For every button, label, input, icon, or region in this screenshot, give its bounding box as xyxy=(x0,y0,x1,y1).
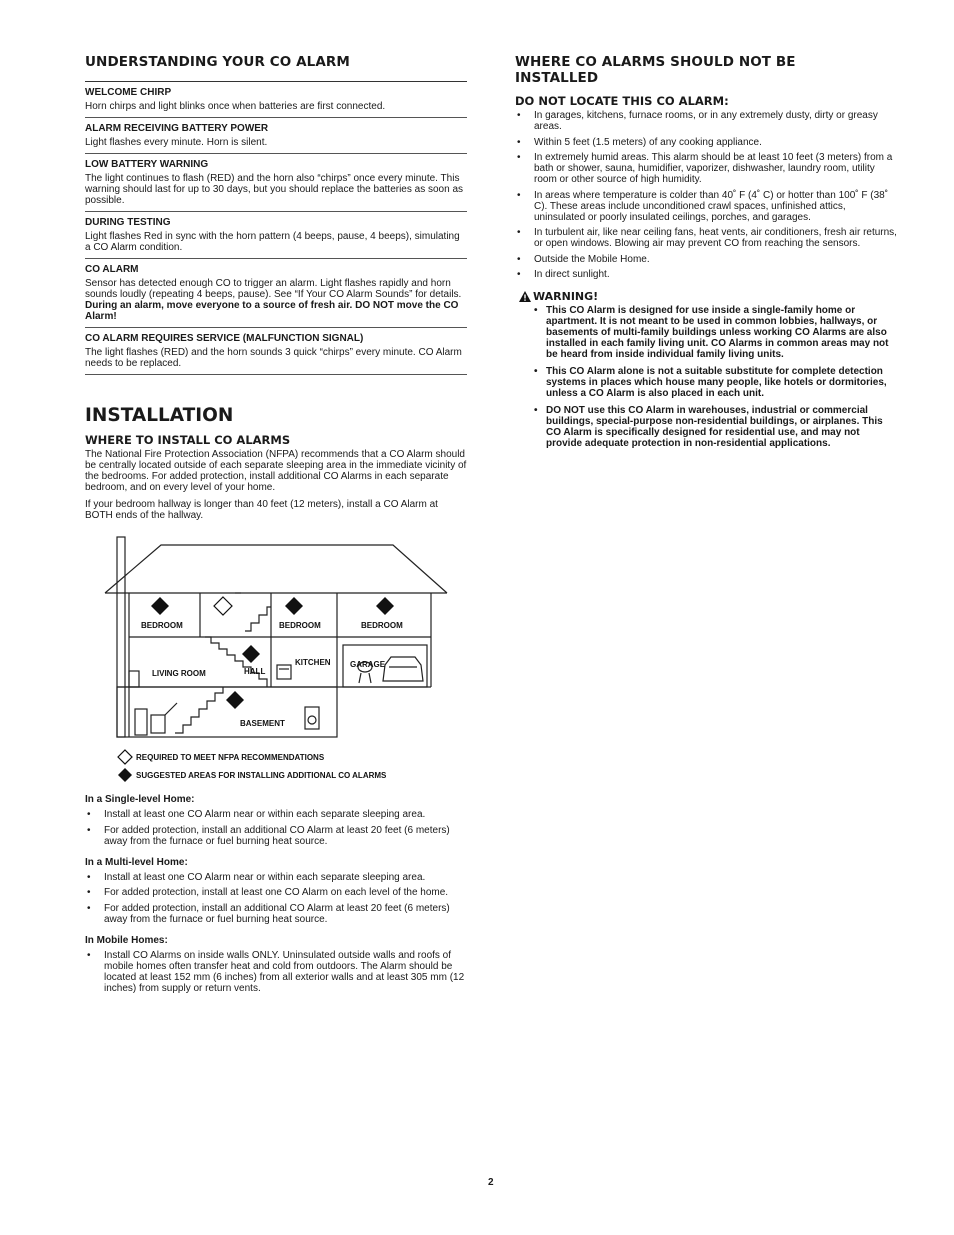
list-item: • In turbulent air, like near ceiling fans, heat vents, air conditioners, fresh air returns, or open windows. Blowing air may prevent CO from reaching the sensors. xyxy=(515,227,897,249)
legend-required-icon xyxy=(118,750,132,764)
alarm-signal-title: DURING TESTING xyxy=(85,217,171,228)
do-not-locate-list xyxy=(515,110,897,280)
alarm-signal-title: ALARM RECEIVING BATTERY POWER xyxy=(85,123,269,134)
room-hall: HALL xyxy=(244,667,266,676)
room-bedroom-3: BEDROOM xyxy=(361,621,403,630)
alarm-signal-entry xyxy=(85,82,467,118)
alarm-signal-title: CO ALARM REQUIRES SERVICE (MALFUNCTION SIGNAL) xyxy=(85,333,364,344)
warning-title: WARNING! xyxy=(533,290,599,303)
understanding-heading: UNDERSTANDING YOUR CO ALARM xyxy=(85,54,350,70)
alarm-signal-description xyxy=(85,137,467,148)
multi-level-list xyxy=(85,872,467,925)
page-number: 2 xyxy=(488,1177,494,1188)
left-column xyxy=(85,54,467,998)
multi-level-label: In a Multi-level Home: xyxy=(85,856,188,868)
bedroom3-alarm xyxy=(376,597,394,615)
room-garage: GARAGE xyxy=(350,660,386,669)
description-text: Sensor has detected enough CO to trigger an alarm. Light flashes rapidly and horn sounds loudly (repeating 4 beeps, pause). See “If Your CO Alarm Sounds” for details. xyxy=(85,278,462,300)
list-item: • For added protection, install at least one CO Alarm on each level of the home. xyxy=(85,887,467,898)
legend-suggested-icon xyxy=(118,768,132,782)
warning-list xyxy=(515,305,897,449)
alarm-signal-entry xyxy=(85,154,467,212)
description-text: The light continues to flash (RED) and the horn also “chirps” once every minute. This warning should last for up to 30 days, but you should replace the batteries as soon as possible. xyxy=(85,173,464,206)
list-item: • Install at least one CO Alarm near or within each separate sleeping area. xyxy=(85,809,467,820)
description-text: Light flashes Red in sync with the horn pattern (4 beeps, pause, 4 beeps), simulating a CO Alarm condition. xyxy=(85,231,460,253)
warning-item: • This CO Alarm alone is not a suitable substitute for complete detection systems in places which house many people, like hotels or dormitories, unless a CO Alarm is also placed in each unit. xyxy=(515,366,897,399)
alarm-signal-entry xyxy=(85,118,467,154)
alarm-signal-entry xyxy=(85,259,467,328)
alarm-signal-description xyxy=(85,278,467,322)
list-item: • For added protection, install an additional CO Alarm at least 20 feet (6 meters) away from the furnace or fuel burning heat source. xyxy=(85,903,467,925)
alarm-signals-list xyxy=(85,82,467,375)
mobile-label: In Mobile Homes: xyxy=(85,934,168,946)
list-item: • For added protection, install an additional CO Alarm at least 20 feet (6 meters) away from the furnace or fuel burning heat source. xyxy=(85,825,467,847)
not-installed-heading: WHERE CO ALARMS SHOULD NOT BE INSTALLED xyxy=(515,54,796,86)
alarm-signal-description xyxy=(85,231,467,253)
alarm-signal-title: WELCOME CHIRP xyxy=(85,87,172,98)
right-column xyxy=(515,54,897,455)
room-kitchen: KITCHEN xyxy=(295,658,331,667)
alarm-signal-entry xyxy=(85,328,467,375)
warning-item: • This CO Alarm is designed for use inside a single-family home or apartment. It is not meant to be used in common lobbies, hallways, or basements of multi-family buildings unless working CO Alarms are also installed in each family living unit. CO Alarms in common areas may not be heard from inside individual family living units. xyxy=(515,305,897,360)
legend-suggested: SUGGESTED AREAS FOR INSTALLING ADDITIONAL CO ALARMS xyxy=(136,771,387,780)
legend-required: REQUIRED TO MEET NFPA RECOMMENDATIONS xyxy=(136,753,325,762)
list-item: • Install at least one CO Alarm near or within each separate sleeping area. xyxy=(85,872,467,883)
warning-icon xyxy=(519,291,531,302)
where-install-heading: WHERE TO INSTALL CO ALARMS xyxy=(85,433,291,447)
room-bedroom-2: BEDROOM xyxy=(279,621,321,630)
room-bedroom-1: BEDROOM xyxy=(141,621,183,630)
room-living: LIVING ROOM xyxy=(152,669,206,678)
list-item: • In garages, kitchens, furnace rooms, or in any extremely dusty, dirty or greasy areas. xyxy=(515,110,897,132)
list-item: • In extremely humid areas. This alarm should be at least 10 feet (3 meters) from a bath or shower, sauna, humidifier, vaporizer, dishwasher, laundry room, utility room or other source of high humidity. xyxy=(515,152,897,185)
list-item: • In direct sunlight. xyxy=(515,269,897,280)
alarm-signal-description xyxy=(85,347,467,369)
required-alarm xyxy=(214,597,232,615)
warning-header xyxy=(519,290,897,303)
alarm-markers xyxy=(151,597,394,709)
hallway-paragraph: If your bedroom hallway is longer than 40 feet (12 meters), install a CO Alarm at BOTH ends of the hallway. xyxy=(85,499,438,521)
alarm-signal-entry xyxy=(85,212,467,259)
alarm-signal-title: LOW BATTERY WARNING xyxy=(85,159,209,170)
room-basement: BASEMENT xyxy=(240,719,285,728)
hall-alarm xyxy=(242,645,260,663)
basement-alarm xyxy=(226,691,244,709)
list-item: • Within 5 feet (1.5 meters) of any cooking appliance. xyxy=(515,137,897,148)
warning-item: • DO NOT use this CO Alarm in warehouses, industrial or commercial buildings, special-purpose non-residential buildings, or airplanes. This CO Alarm is specifically designed for residential use, and may not provide adequate protection in non-residential applications. xyxy=(515,405,897,449)
do-not-locate-heading: DO NOT LOCATE THIS CO ALARM: xyxy=(515,94,729,108)
single-level-label: In a Single-level Home: xyxy=(85,794,195,805)
single-level-list xyxy=(85,809,467,847)
mobile-list xyxy=(85,950,467,994)
list-item: • Outside the Mobile Home. xyxy=(515,254,897,265)
description-bold-text: During an alarm, move everyone to a source of fresh air. DO NOT move the CO Alarm! xyxy=(85,300,459,322)
bedroom1-alarm xyxy=(151,597,169,615)
bedroom2-alarm xyxy=(285,597,303,615)
list-item: • In areas where temperature is colder than 40˚ F (4˚ C) or hotter than 100˚ F (38˚ C). These areas include unconditioned crawl spaces, unfinished attics, uninsulated or poorly insulated ceilings, porches, and garages. xyxy=(515,190,897,223)
description-text: Light flashes every minute. Horn is silent. xyxy=(85,137,268,148)
alarm-signal-description xyxy=(85,101,467,112)
description-text: Horn chirps and light blinks once when batteries are first connected. xyxy=(85,101,386,112)
alarm-signal-description xyxy=(85,173,467,206)
alarm-signal-title: CO ALARM xyxy=(85,264,139,275)
description-text: The light flashes (RED) and the horn sounds 3 quick “chirps” every minute. CO Alarm needs to be replaced. xyxy=(85,347,462,369)
house-diagram xyxy=(85,527,467,782)
nfpa-paragraph: The National Fire Protection Association (NFPA) recommends that a CO Alarm should be centrally located outside of each separate sleeping area in the immediate vicinity of the bedrooms. For added protection, install additional CO Alarms in each separate bedroom, and on every level of your home. xyxy=(85,449,467,493)
installation-heading: INSTALLATION xyxy=(85,405,234,426)
list-item: • Install CO Alarms on inside walls ONLY. Uninsulated outside walls and roofs of mobile homes often transfer heat and cold from outdoors. The Alarm should be located at least 152 mm (6 inches) from all exterior walls and at least 305 mm (12 inches) from supply or return vents. xyxy=(85,950,467,994)
